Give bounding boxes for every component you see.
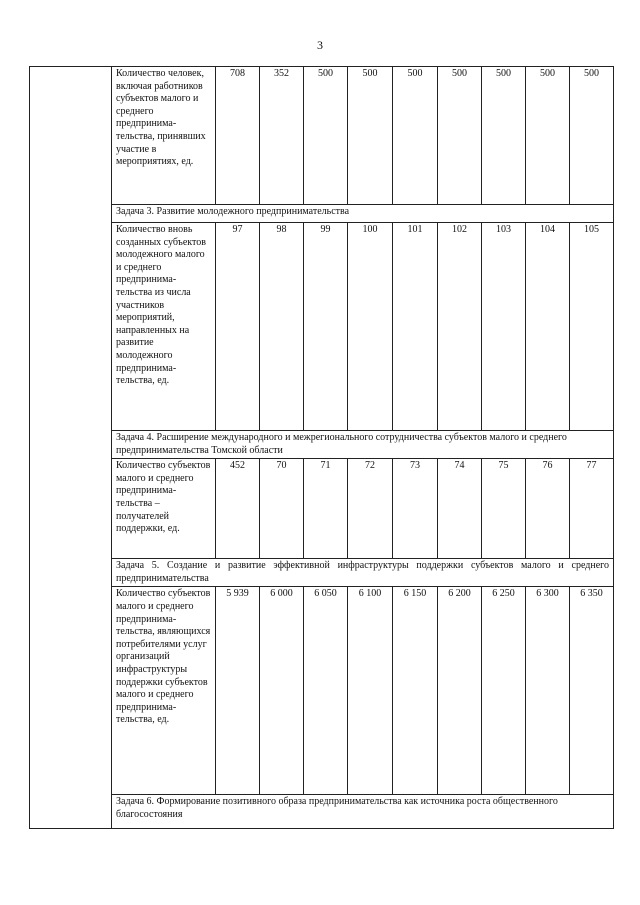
value-cell: 6 350 <box>570 587 614 795</box>
value-cell: 500 <box>438 67 482 205</box>
value-cell: 500 <box>482 67 526 205</box>
value-cell: 708 <box>216 67 260 205</box>
value-cell: 6 100 <box>348 587 393 795</box>
value-cell: 70 <box>260 459 304 559</box>
value-cell: 101 <box>393 223 438 431</box>
value-cell: 500 <box>304 67 348 205</box>
value-cell: 75 <box>482 459 526 559</box>
task-row <box>30 205 614 223</box>
indicator-label: Количество субъектов малого и среднего предпринима-тельства – получателей поддержки, ед. <box>112 459 216 559</box>
value-cell: 100 <box>348 223 393 431</box>
indicators-table <box>29 66 614 829</box>
value-cell: 74 <box>438 459 482 559</box>
table-row <box>30 459 614 559</box>
value-cell: 452 <box>216 459 260 559</box>
value-cell: 500 <box>570 67 614 205</box>
value-cell: 71 <box>304 459 348 559</box>
indicator-label: Количество человек, включая работников субъектов малого и среднего предпринима-тельства, принявших участие в мероприятиях, ед. <box>112 67 216 205</box>
value-cell: 98 <box>260 223 304 431</box>
value-cell: 73 <box>393 459 438 559</box>
page-number: 3 <box>317 38 323 52</box>
value-cell: 6 000 <box>260 587 304 795</box>
value-cell: 72 <box>348 459 393 559</box>
task-row <box>30 559 614 587</box>
task-row <box>30 795 614 829</box>
value-cell: 6 050 <box>304 587 348 795</box>
indicator-label: Количество субъектов малого и среднего предпринима-тельства, являющихся потребителями услуг организаций инфраструктуры поддержки субъектов малого и среднего предпринима-тельства, ед. <box>112 587 216 795</box>
value-cell: 103 <box>482 223 526 431</box>
value-cell: 97 <box>216 223 260 431</box>
value-cell: 102 <box>438 223 482 431</box>
value-cell: 99 <box>304 223 348 431</box>
table-row <box>30 223 614 431</box>
left-merged-cell <box>30 67 112 829</box>
task-heading: Задача 5. Создание и развитие эффективной инфраструктуры поддержки субъектов малого и среднего предпринимательства <box>112 559 614 587</box>
value-cell: 5 939 <box>216 587 260 795</box>
value-cell: 104 <box>526 223 570 431</box>
value-cell: 6 200 <box>438 587 482 795</box>
table-row <box>30 587 614 795</box>
value-cell: 500 <box>526 67 570 205</box>
value-cell: 77 <box>570 459 614 559</box>
task-heading: Задача 3. Развитие молодежного предпринимательства <box>112 205 614 223</box>
task-heading: Задача 6. Формирование позитивного образа предпринимательства как источника роста общественного благосостояния <box>112 795 614 829</box>
table-row <box>30 67 614 205</box>
value-cell: 105 <box>570 223 614 431</box>
indicator-label: Количество вновь созданных субъектов молодежного малого и среднего предпринима-тельства из числа участников мероприятий, направленных на развитие молодежного предпринима-тельства, ед. <box>112 223 216 431</box>
value-cell: 76 <box>526 459 570 559</box>
value-cell: 6 250 <box>482 587 526 795</box>
value-cell: 500 <box>393 67 438 205</box>
value-cell: 352 <box>260 67 304 205</box>
task-heading: Задача 4. Расширение международного и межрегионального сотрудничества субъектов малого и среднего предпринимательства Томской области <box>112 431 614 459</box>
value-cell: 6 150 <box>393 587 438 795</box>
task-row <box>30 431 614 459</box>
value-cell: 500 <box>348 67 393 205</box>
value-cell: 6 300 <box>526 587 570 795</box>
